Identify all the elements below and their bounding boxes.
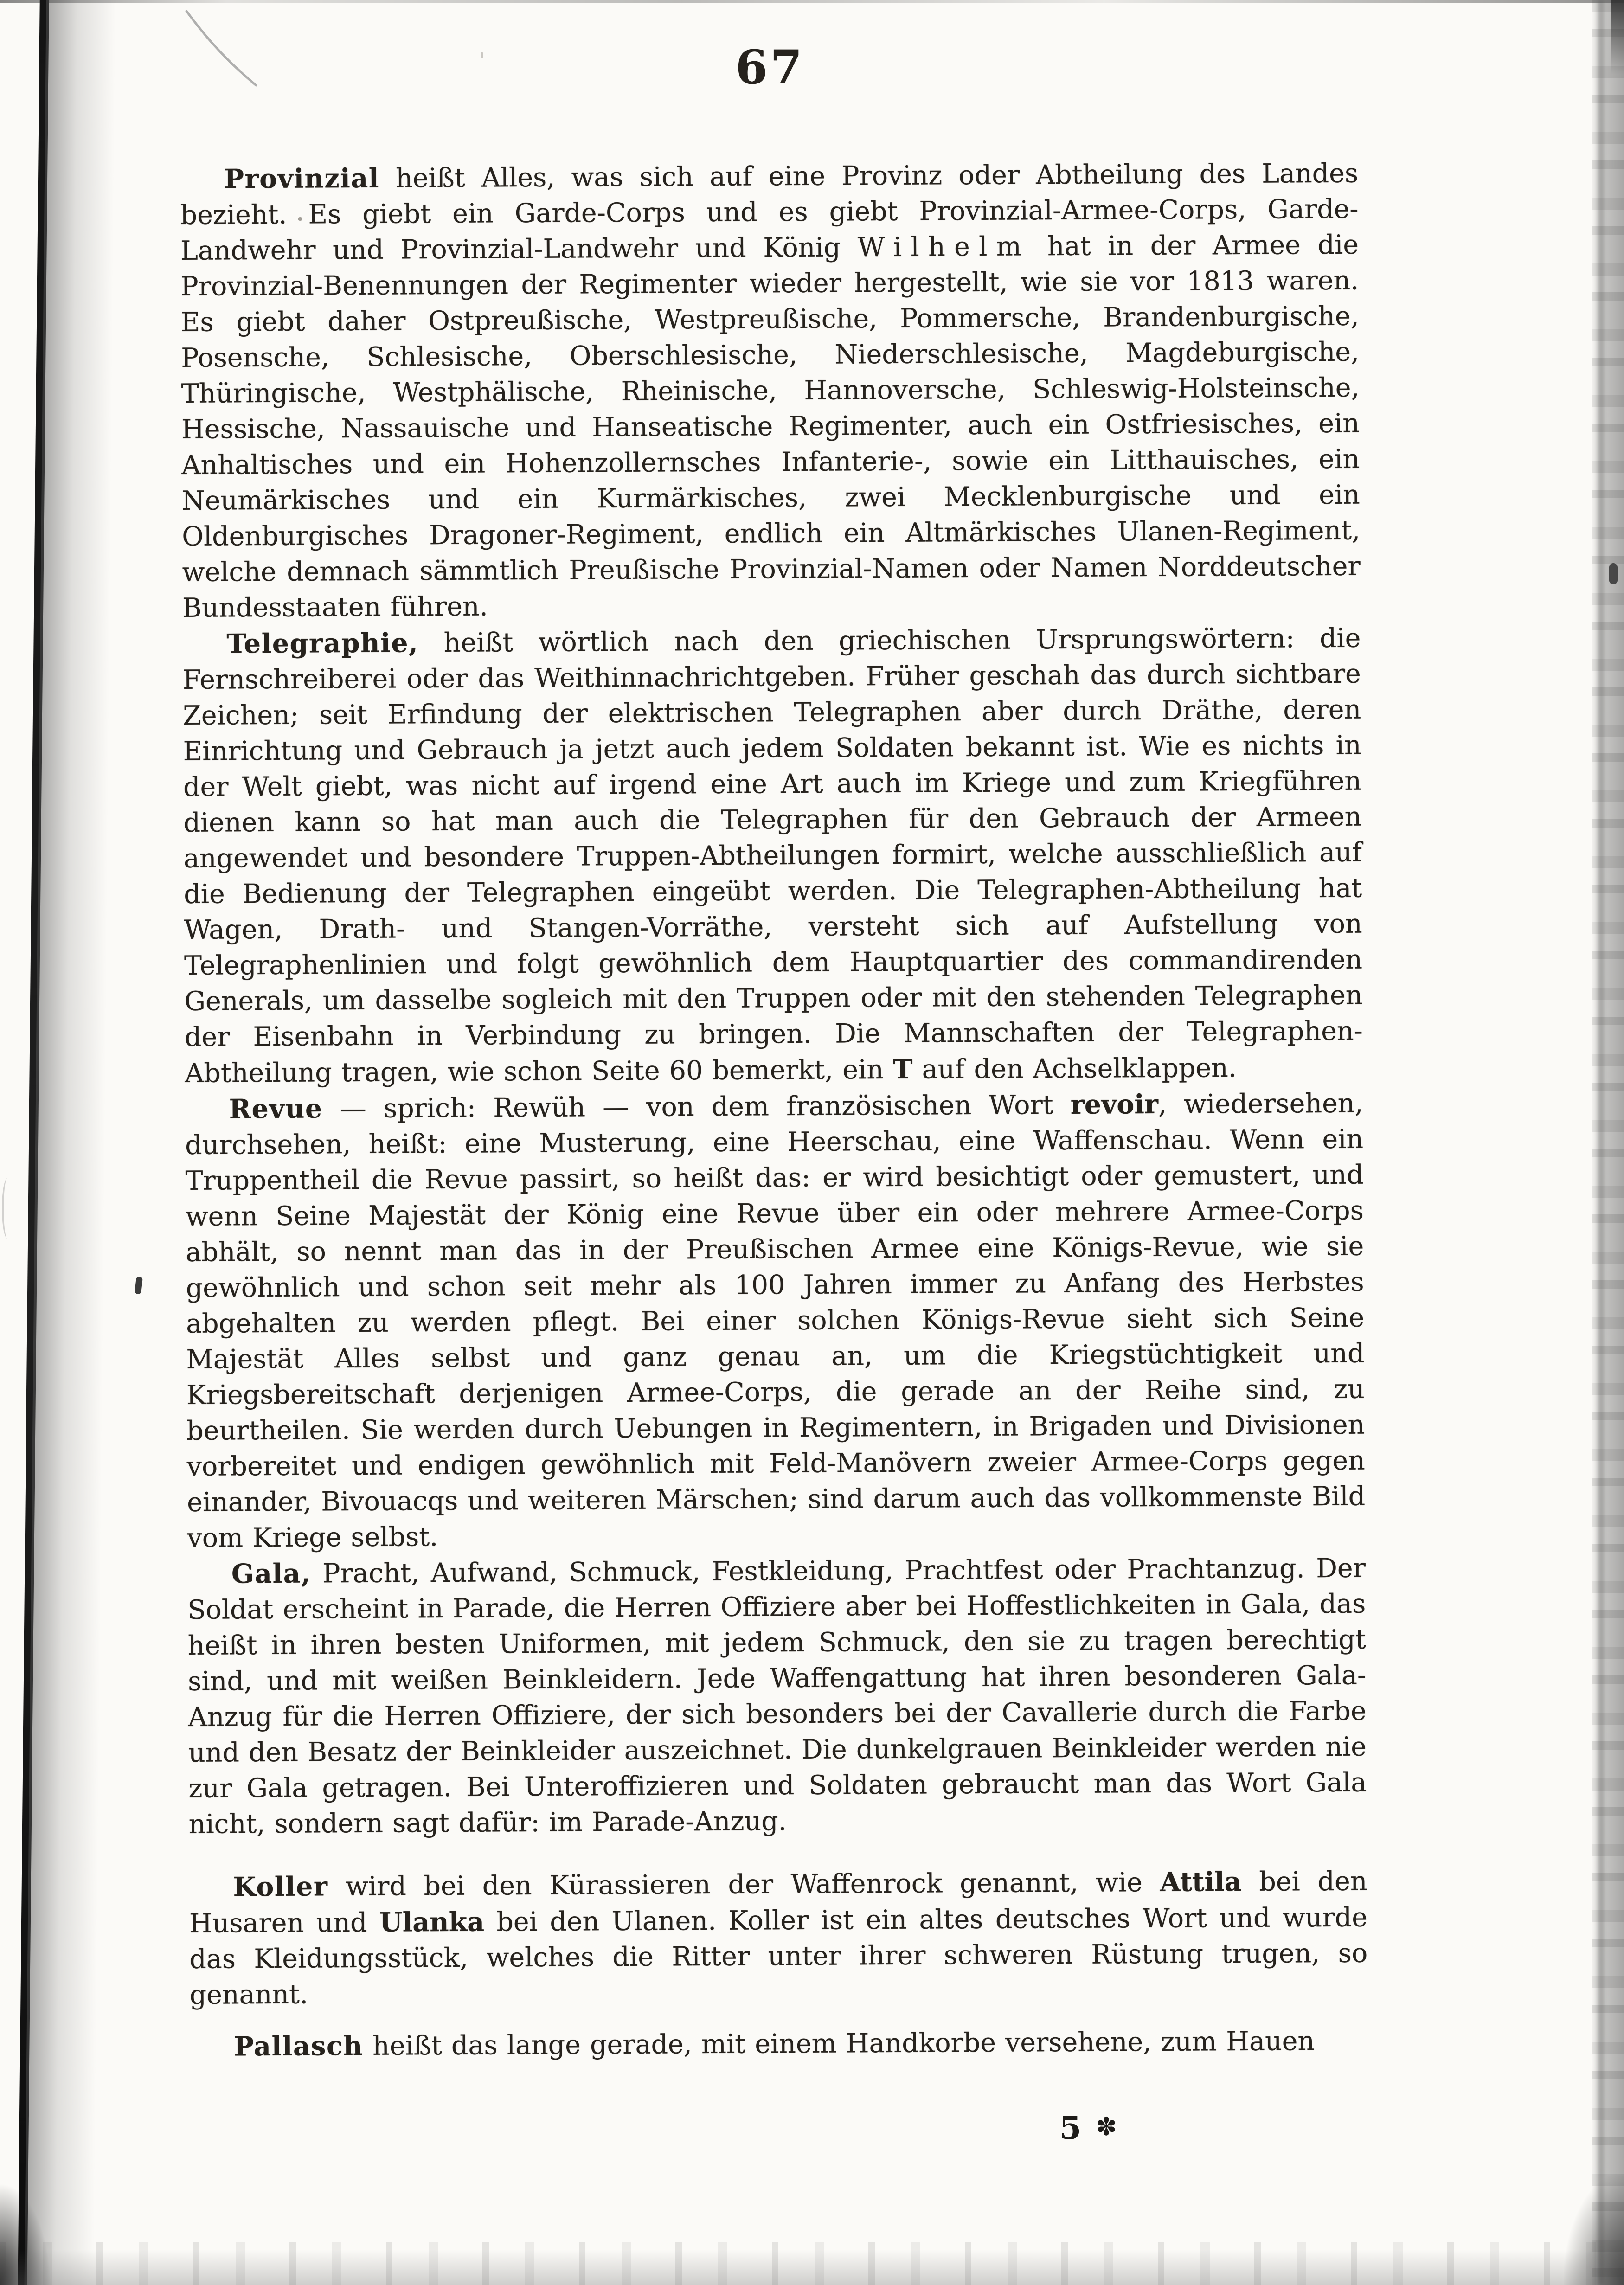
entry-text: heißt das lange gerade, mit einem Handkorbe versehene, zum Hauen (363, 2026, 1315, 2061)
entry-text: heißt Alles, was sich auf eine Provinz oder Abtheilung des Landes bezieht. Es giebt ein Garde-Corps und es giebt Provinzial-Armee-Corps, Garde-Landwehr und Provinzial-Landwehr und König (180, 158, 1359, 266)
entry-headword: Pallasch (234, 2030, 364, 2062)
signature-mark (1059, 2110, 1117, 2147)
printer-star-icon: ✽ (1096, 2112, 1117, 2141)
entry-text: revoir (1070, 1088, 1159, 1120)
page-edge-right (1592, 0, 1624, 2285)
ink-smudge-left-margin (135, 1276, 143, 1294)
ink-smudge-right-edge (1609, 563, 1618, 584)
dictionary-entry-gala (187, 1550, 1367, 1842)
dictionary-entry-koller (189, 1863, 1368, 2013)
scan-left-margin-mark (2, 1178, 13, 1239)
scan-top-edge (0, 0, 1624, 3)
dictionary-entry-revue (185, 1085, 1365, 1556)
entry-text: wird bei den Kürassieren der Waffenrock genannt, wie (328, 1867, 1160, 1902)
entry-headword: Telegraphie, (226, 627, 419, 660)
scan-corner-top-right (1611, 0, 1624, 74)
entry-text: Attila (1160, 1866, 1242, 1898)
signature-number: 5 (1059, 2110, 1082, 2147)
entry-text: heißt wörtlich nach den griechischen Ursprungswörtern: die Fernschreiberei oder das Weithinnachrichtgeben. Früher geschah das durch sichtbare Zeichen; seit Erfindung der elektrischen Telegraphen aber durch Dräthe, deren Einrichtung und Gebrauch ja jetzt auch jedem Soldaten bekannt ist. Wie es nichts in der Welt giebt, was nicht auf irgend eine Art auch im Kriege und zum Kriegführen dienen kann so hat man auch die Telegraphen für den Gebrauch der Armeen angewendet und besondere Truppen-Abtheilungen formirt, welche ausschließlich auf die Bedienung der Telegraphen eingeübt werden. Die Telegraphen-Abtheilung hat Wagen, Drath- und Stangen-Vorräthe, versteht sich auf Aufstellung von Telegraphenlinien und folgt gewöhnlich dem Hauptquartier des commandirenden Generals, um dasselbe sogleich mit den Truppen oder mit den stehenden Telegraphen der Eisenbahn in Verbindung zu bringen. Die Mannschaften der Telegraphen-Abtheilung tragen, wie schon Seite 60 bemerkt, ein (182, 623, 1363, 1089)
entry-text: — sprich: Rewüh — von dem französischen Wort (322, 1089, 1071, 1124)
entry-text: hat in der Armee die Provinzial-Benennungen der Regimenter wieder hergestellt, wie sie vor 1813 waren. Es giebt daher Ostpreußische, Westpreußische, Pommersche, Brandenburgische, Posensche, Schlesische, Oberschlesische, Niederschlesische, Magdeburgische, Thüringische, Westphälische, Rheinische, Hannoversche, Schleswig-Holsteinsche, Hessische, Nassauische und Hanseatische Regimenter, auch ein Ostfriesisches, ein Anhaltisches und ein Hohenzollernsches Infanterie-, sowie ein Litthauisches, ein Neumärkisches und ein Kurmärkisches, zwei Mecklenburgische und ein Oldenburgisches Dragoner-Regiment, endlich ein Altmärkisches Ulanen-Regiment, welche demnach sämmtlich Preußische Provinzial-Namen oder Namen Norddeutscher Bundesstaaten führen. (180, 229, 1361, 623)
entry-headword: Revue (229, 1093, 323, 1125)
page-number: 67 (735, 40, 805, 95)
entry-text: bei den Husaren und (189, 1866, 1367, 1939)
entry-headword: Gala, (231, 1558, 311, 1590)
entry-text: T (892, 1053, 913, 1085)
entry-headword: Koller (233, 1871, 328, 1903)
dictionary-entry-provinzial (180, 155, 1361, 626)
entry-headword: Provinzial (224, 162, 380, 195)
entry-text: , wiedersehen, durchsehen, heißt: eine Musterung, eine Heerschau, eine Waffenschau. Wenn ein Truppentheil die Revue passirt, so heißt das: er wird besichtigt oder gemustert, und wenn Seine Majestät der König eine Revue über ein oder mehrere Armee-Corps abhält, so nennt man das in der Preußischen Armee eine Königs-Revue, wie sie gewöhnlich und schon seit mehr als 100 Jahren immer zu Anfang des Herbstes abgehalten zu werden pflegt. Bei einer solchen Königs-Revue sieht sich Seine Majestät Alles selbst und ganz genau an, um die Kriegstüchtigkeit und Kriegsbereitschaft derjenigen Armee-Corps, die gerade an der Reihe sind, zu beurtheilen. Sie werden durch Uebungen in Regimentern, in Brigaden und Divisionen vorbereitet und endigen gewöhnlich mit Feld-Manövern zweier Armee-Corps gegen einander, Bivouacqs und weiteren Märschen; sind darum auch das vollkommenste Bild vom Kriege selbst. (185, 1088, 1366, 1553)
text-block (180, 155, 1368, 2065)
scan-bottom-streaks (0, 2242, 1624, 2285)
page-edge-right-streak (1598, 0, 1604, 2285)
entry-text: Ulanka (379, 1906, 485, 1938)
entry-text: Pracht, Aufwand, Schmuck, Festkleidung, Prachtfest oder Prachtanzug. Der Soldat erscheint in Parade, die Herren Offiziere aber bei Hoffestlichkeiten in Gala, das heißt in ihren besten Uniformen, mit jedem Schmuck, den sie zu tragen berechtigt sind, und mit weißen Beinkleidern. Jede Waffengattung hat ihren besonderen Gala-Anzug für die Herren Offiziere, der sich besonders bei der Cavallerie durch die Farbe und den Besatz der Beinkleider auszeichnet. Die dunkelgrauen Beinkleider werden nie zur Gala getragen. Bei Unteroffizieren und Soldaten gebraucht man das Wort Gala nicht, sondern sagt dafür: im Parade-Anzug. (187, 1553, 1367, 1840)
dictionary-entry-pallasch (190, 2023, 1368, 2065)
entry-text: auf den Achselklappen. (912, 1053, 1237, 1085)
entry-text: bei den Ulanen. Koller ist ein altes deutsches Wort und wurde das Kleidungsstück, welches die Ritter unter ihrer schweren Rüstung trugen, so genannt. (189, 1902, 1368, 2010)
dictionary-entry-telegraphie (182, 620, 1363, 1091)
entry-text: Wilhelm (857, 231, 1031, 263)
